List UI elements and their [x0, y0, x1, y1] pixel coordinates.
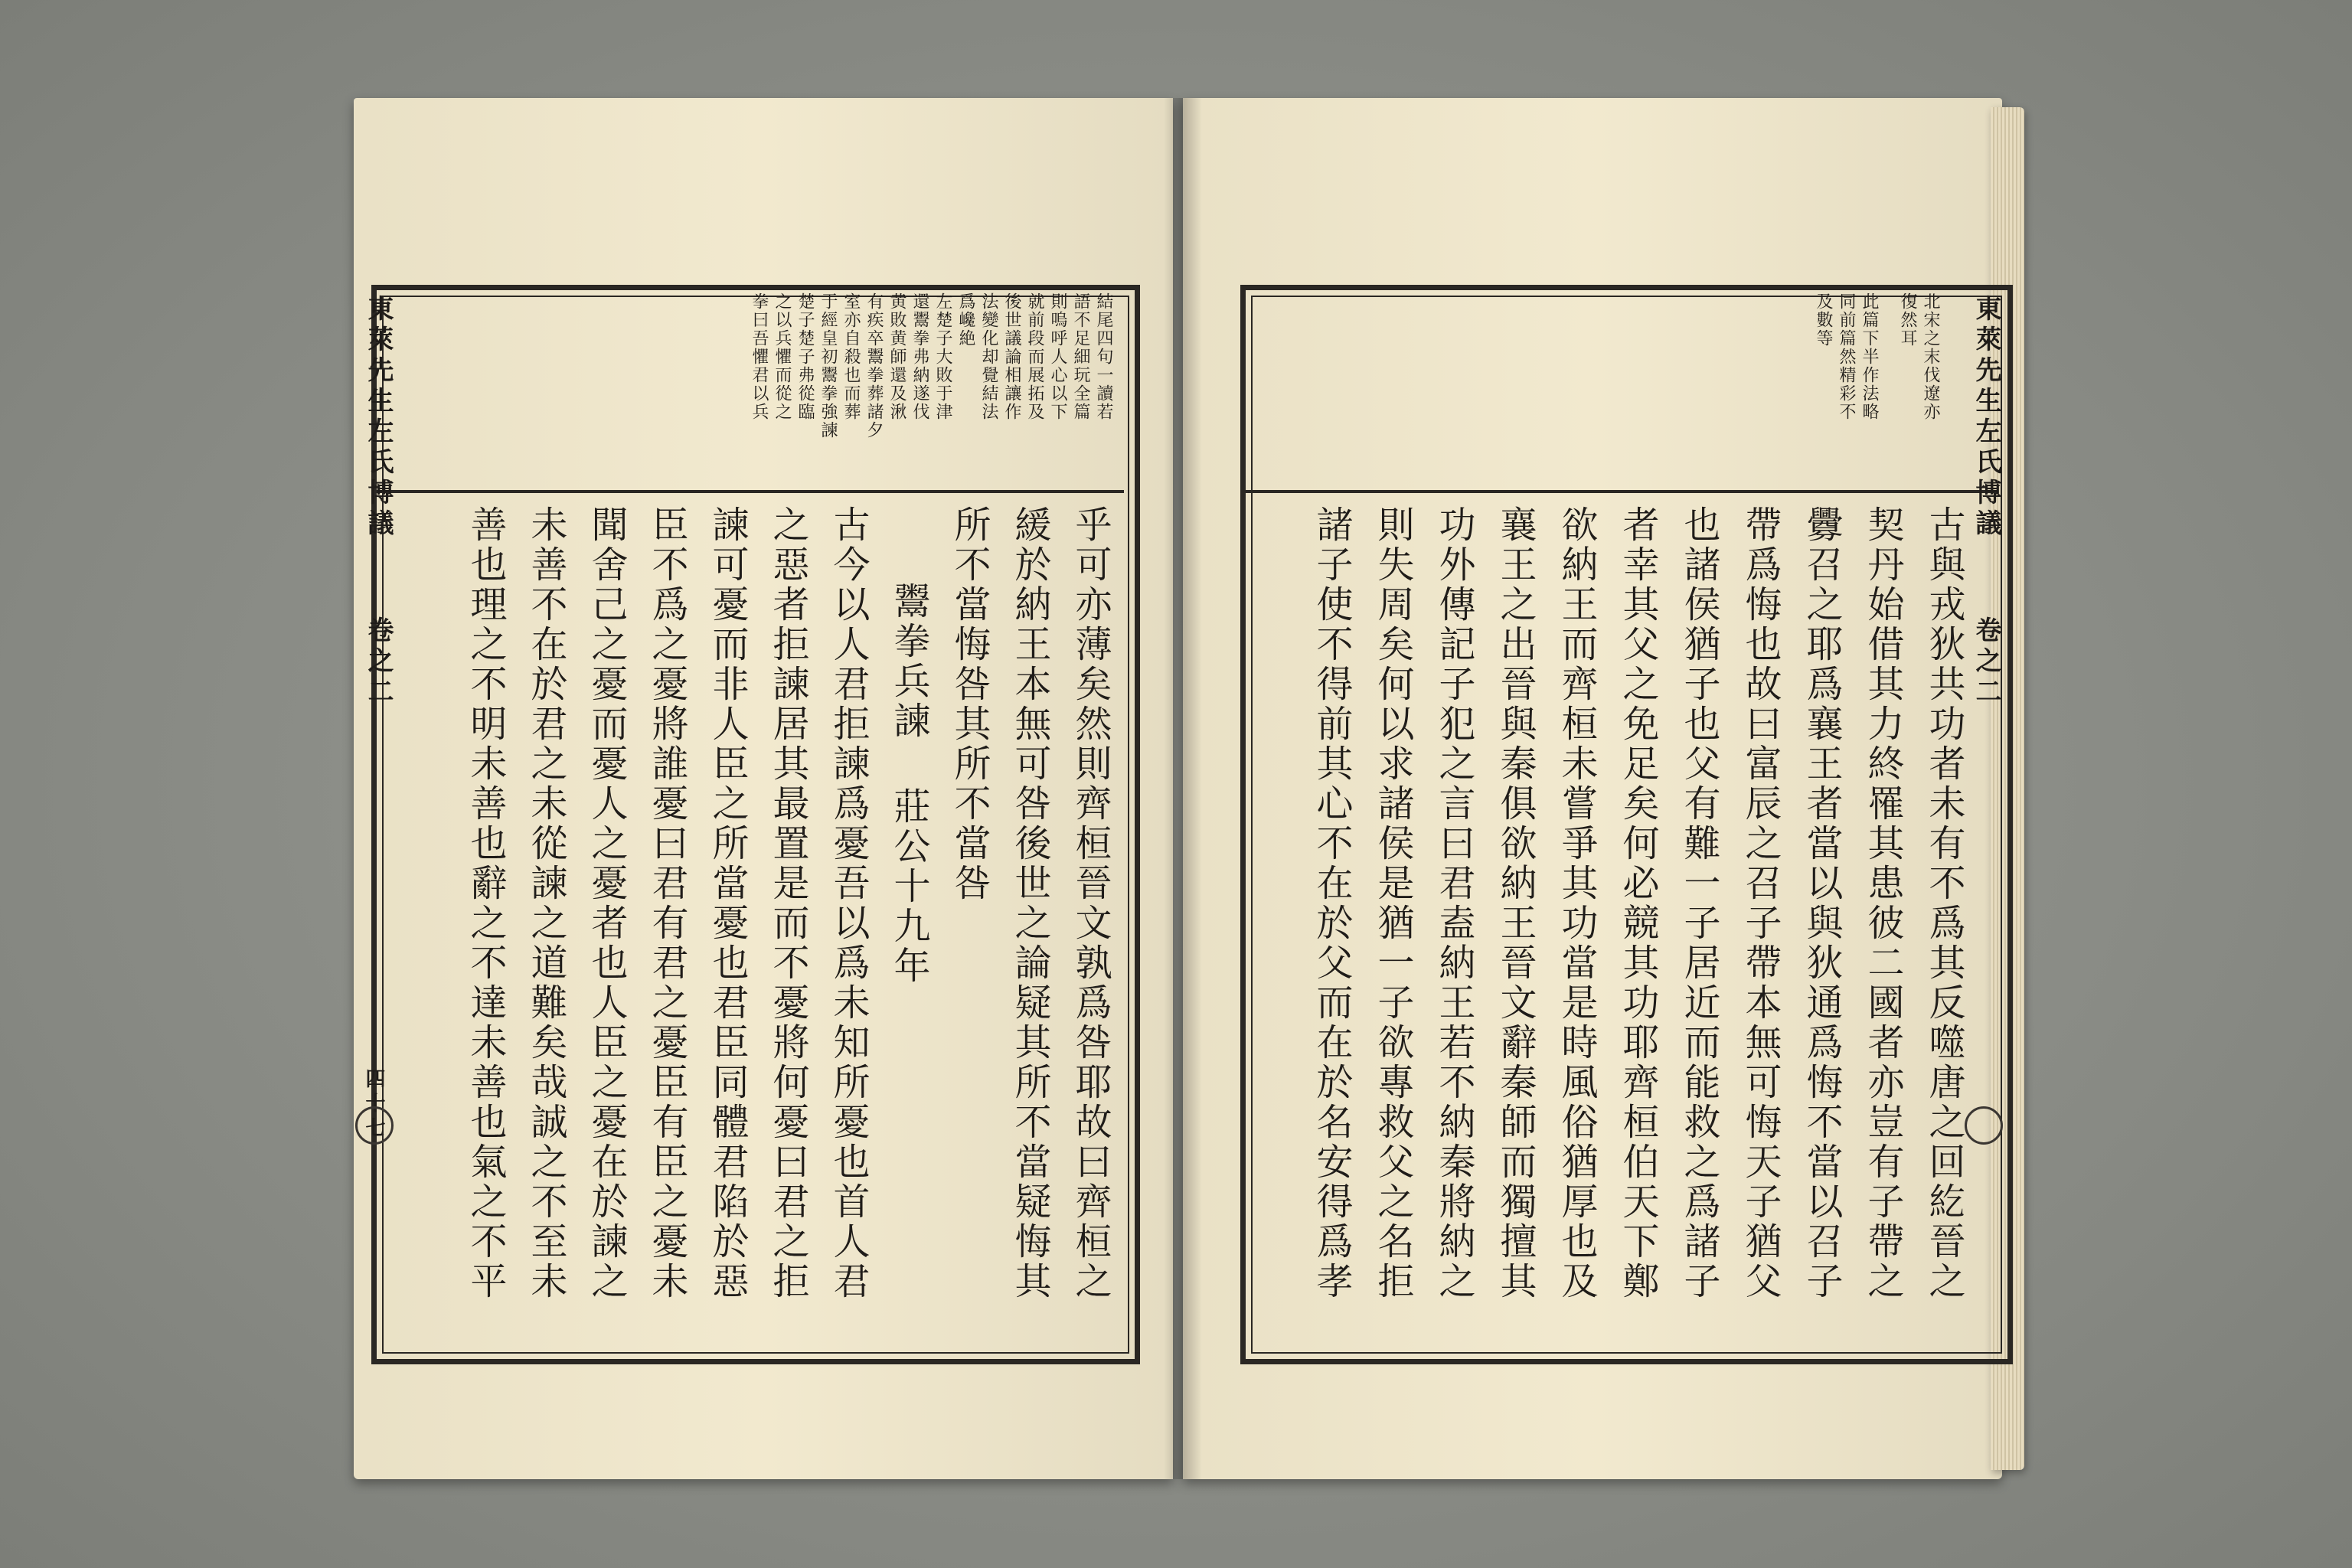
left-upper-note-4: 就前段而展拓及 [1025, 292, 1044, 421]
left-upper-note-10: 黄敗黄師還及湫 [887, 292, 906, 421]
left-upper-note-1: 結尾四句一讀若 [1094, 292, 1113, 421]
right-note-divider [1246, 490, 1997, 493]
right-column-8: 襄王之出晉與秦俱欲納王晉文辭秦師而獨擅其 [1494, 505, 1537, 1302]
left-column-4-heading: 鬻拳兵諫 莊公十九年 [887, 582, 930, 986]
right-column-3: 釁召之耶爲襄王者當以與狄通爲悔不當以召子 [1800, 505, 1843, 1302]
left-fish-tail-mark [355, 1106, 394, 1145]
left-column-2: 緩於納王本無可咎後世之論疑其所不當疑悔其 [1008, 505, 1051, 1302]
left-upper-note-12: 室亦自殺也而葬 [841, 292, 861, 421]
left-column-6: 之惡者拒諫居其最置是而不憂將何憂曰君之拒 [766, 505, 809, 1302]
right-column-7: 欲納王而齊桓未嘗爭其功當是時風俗猶厚也及 [1555, 505, 1598, 1302]
left-fore-edge-strip [351, 295, 398, 1348]
left-upper-note-14: 楚子楚子弗從臨 [795, 292, 815, 421]
left-upper-note-9: 還鬻拳弗納遂伐 [910, 292, 929, 421]
right-upper-note-4: 同前篇然精彩不 [1837, 292, 1856, 421]
left-spine-title: 東萊先生左氏博議 [363, 295, 394, 540]
left-upper-note-13: 于經皇初鬻拳強諫 [818, 292, 838, 439]
left-upper-note-5: 後世議論相讓作 [1002, 292, 1021, 421]
left-column-3: 所不當悔咎其所不當咎 [948, 505, 991, 903]
right-column-5: 也諸侯猶子也父有難一子居近而能救之爲諸子 [1677, 505, 1720, 1302]
right-upper-note-5: 及數等 [1814, 292, 1833, 348]
right-column-9: 功外傳記子犯之言曰君盍納王若不納秦將納之 [1432, 505, 1475, 1302]
left-upper-note-2: 語不足細玩全篇 [1071, 292, 1090, 421]
left-column-8: 臣不爲之憂將誰憂曰君有君之憂臣有臣之憂未 [645, 505, 688, 1302]
right-upper-note-2: 復然耳 [1898, 292, 1917, 348]
right-column-11: 諸子使不得前其心不在於父而在於名安得爲孝 [1310, 505, 1353, 1302]
left-spine-volume: 卷之二 [363, 616, 394, 708]
left-upper-note-6: 法變化却覺結法 [979, 292, 998, 421]
left-upper-note-7: 爲巉絶 [956, 292, 975, 348]
right-spine-volume: 卷之二 [1971, 616, 2001, 708]
left-upper-note-11: 有疾卒鬻拳葬諸夕 [864, 292, 884, 439]
right-fore-edge-strip [1960, 295, 2007, 1348]
right-column-6: 者幸其父之免足矣何必競其功耶齊桓伯天下鄭 [1616, 505, 1659, 1302]
right-column-2: 契丹始借其力終罹其患彼二國者亦豈有子帶之 [1861, 505, 1904, 1302]
right-upper-note-1: 北宋之末伐遼亦 [1921, 292, 1940, 421]
left-column-7: 諫可憂而非人臣之所當憂也君臣同體君陷於惡 [706, 505, 749, 1302]
left-column-5: 古今以人君拒諫爲憂吾以爲未知所憂也首人君 [827, 505, 870, 1302]
right-fish-tail-mark [1965, 1106, 2003, 1145]
book-gutter [1164, 98, 1202, 1479]
left-upper-note-15: 之以兵懼而從之 [773, 292, 792, 421]
right-upper-note-3: 此篇下半作法略 [1860, 292, 1879, 421]
left-column-1: 乎可亦薄矣然則齊桓晉文孰爲咎耶故曰齊桓之 [1069, 505, 1112, 1302]
left-note-divider [377, 490, 1124, 493]
left-column-11: 善也理之不明未善也辭之不達未善也氣之不平 [464, 505, 507, 1302]
right-column-4: 帶爲悔也故曰富辰之召子帶本無可悔天子猶父 [1739, 505, 1782, 1302]
left-upper-note-16: 拳曰吾懼君以兵 [750, 292, 769, 421]
right-column-10: 則失周矣何以求諸侯是猶一子欲專救父之名拒 [1371, 505, 1414, 1302]
right-spine-title: 東萊先生左氏博議 [1971, 295, 2001, 540]
left-upper-note-3: 則嗚呼人心以下 [1048, 292, 1067, 421]
left-upper-note-8: 左楚子大敗于津 [933, 292, 952, 421]
left-column-9: 聞舍己之憂而憂人之憂者也人臣之憂在於諫之 [585, 505, 628, 1302]
right-column-1: 古與戎狄共功者未有不爲其反噬唐之回紇晉之 [1922, 505, 1965, 1302]
left-leaf-number: 四十七 [362, 1068, 385, 1142]
left-column-10: 未善不在於君之未從諫之道難矣哉誠之不至未 [524, 505, 567, 1302]
